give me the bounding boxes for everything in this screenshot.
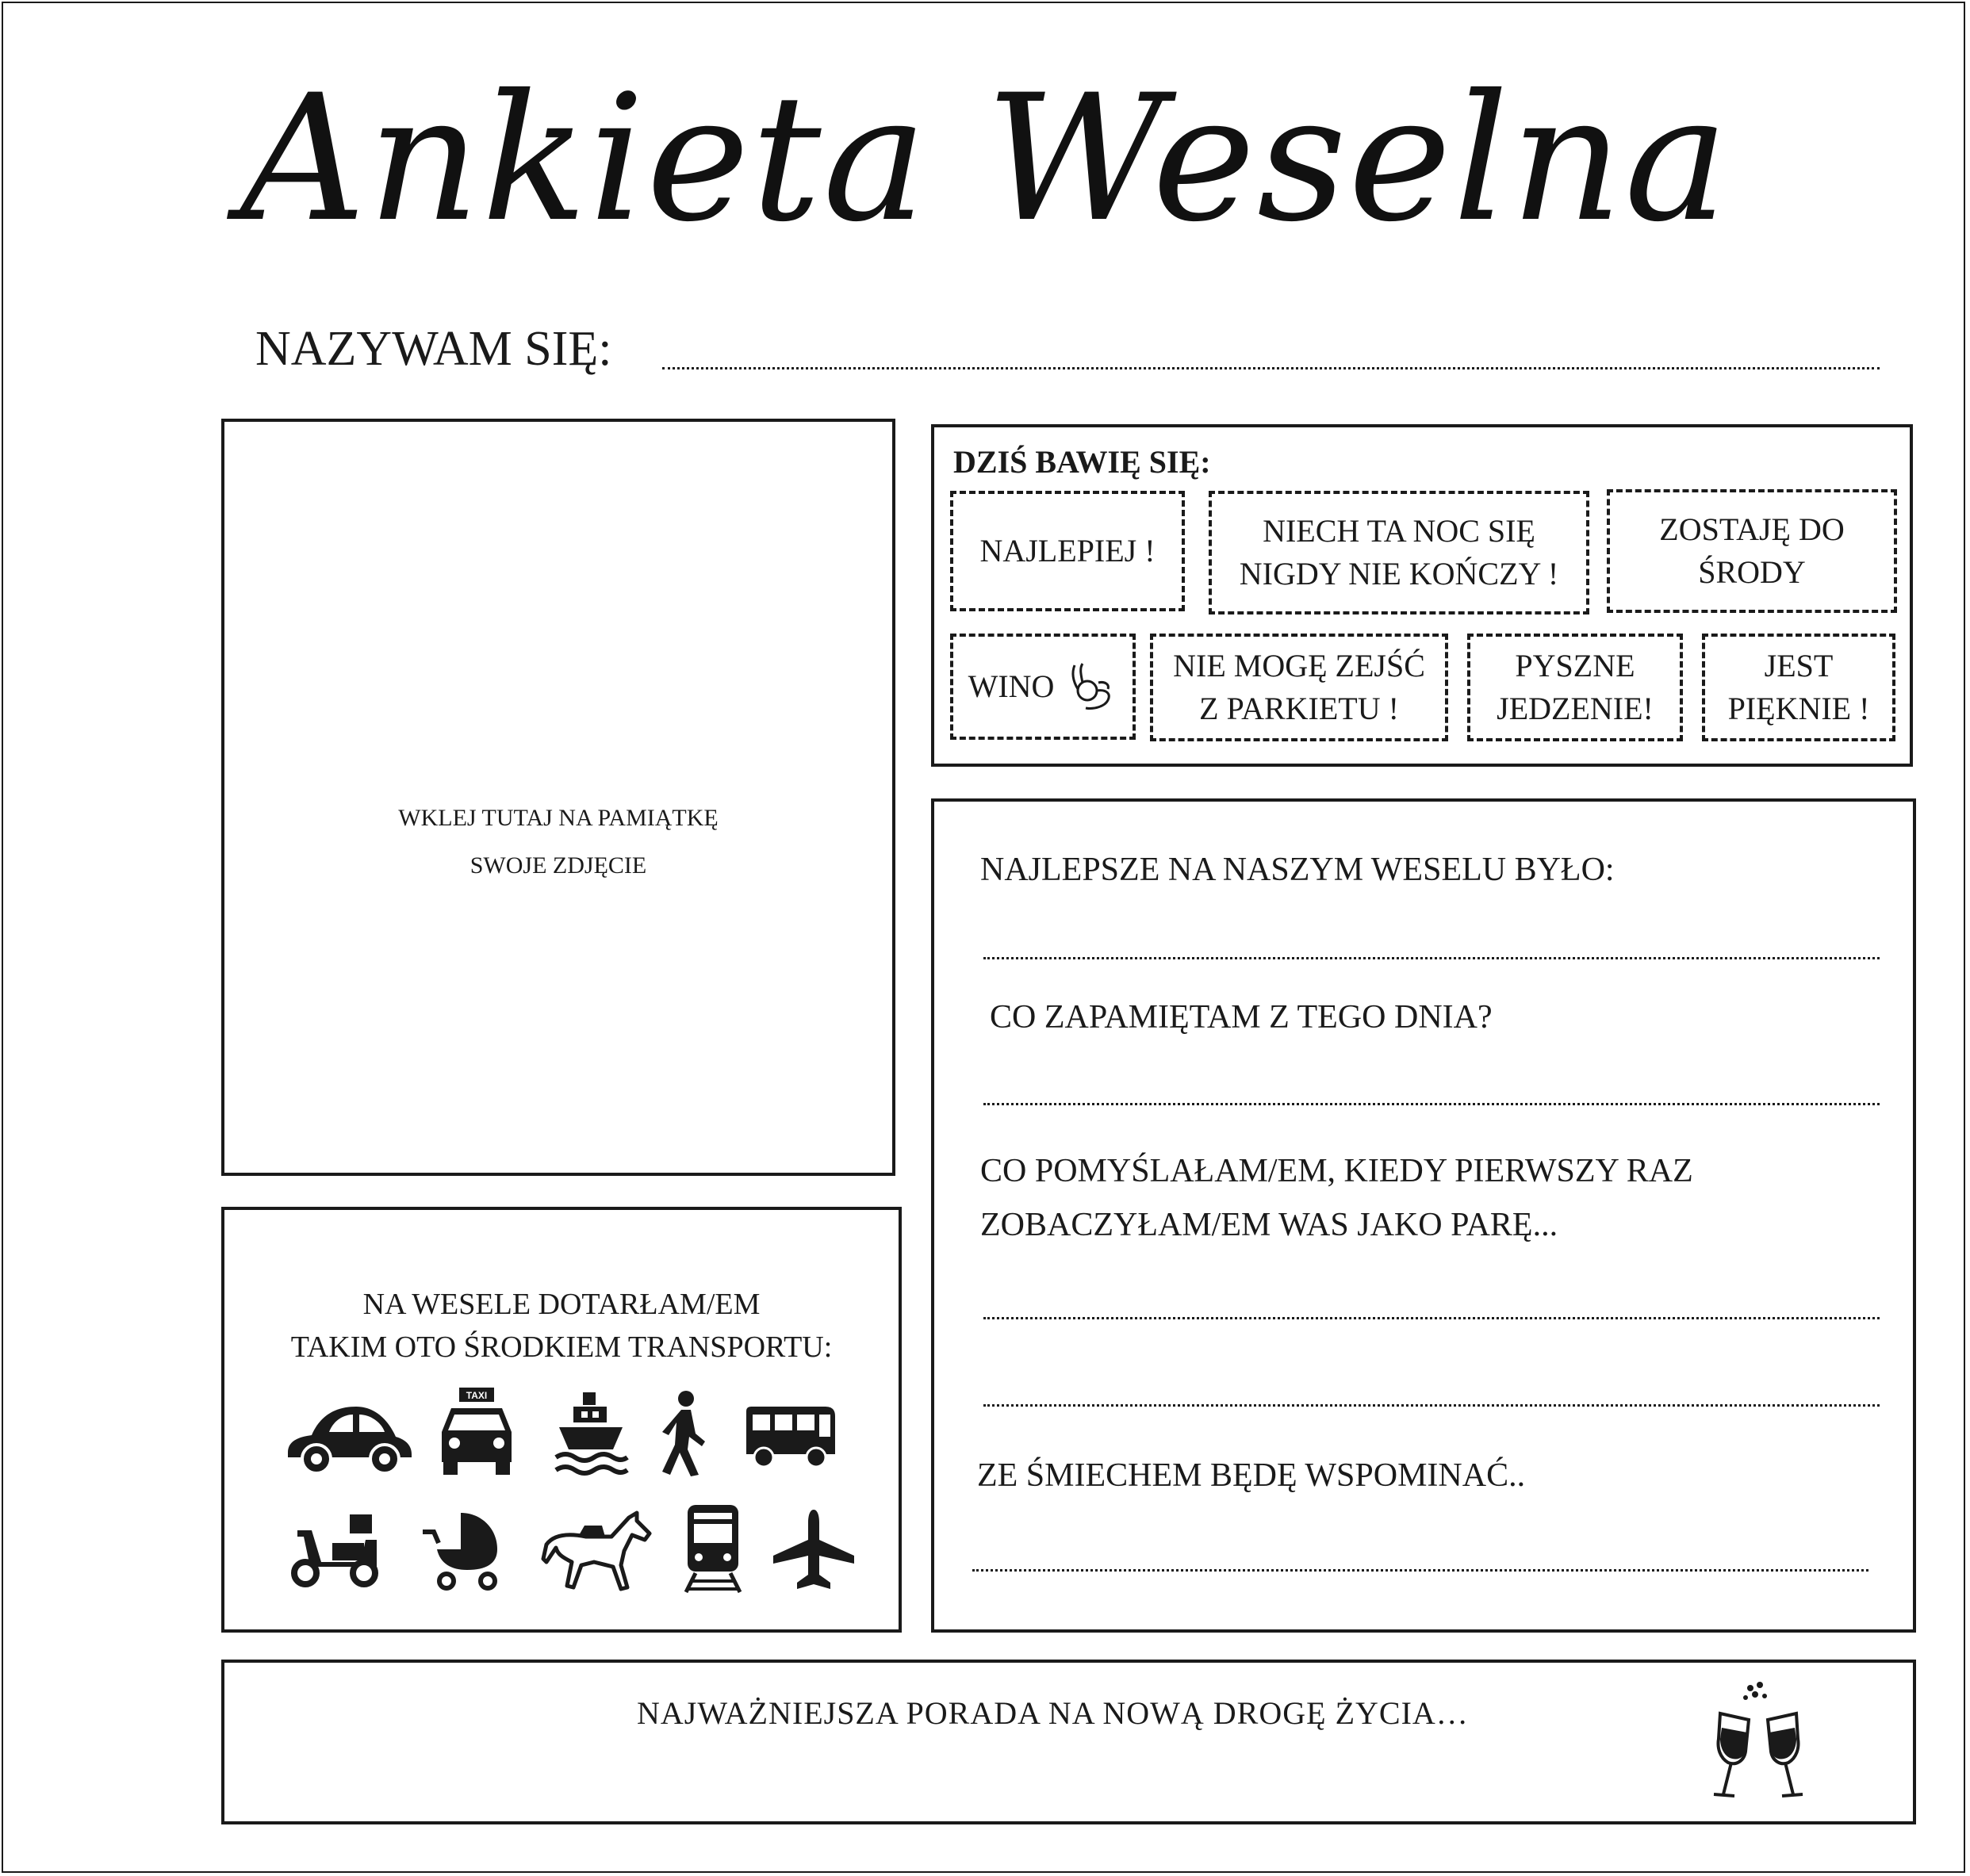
mood-option-wino[interactable] [950,634,1136,740]
taxi-icon[interactable] [431,1386,523,1478]
questions-section [931,798,1916,1633]
question-first-thought-cont: ZOBACZYŁAM/EM WAS JAKO PARĘ... [980,1207,1558,1243]
horse-icon[interactable] [538,1510,654,1592]
question-remember: CO ZAPAMIĘTAM Z TEGO DNIA? [990,999,1493,1036]
option-label: NIECH TA NOC SIĘ [1263,513,1535,549]
answer-line-laugh[interactable] [972,1569,1868,1572]
question-laugh: ZE ŚMIECHEM BĘDĘ WSPOMINAĆ.. [977,1457,1526,1494]
photo-instructions [224,794,892,890]
ok-hand-icon [1062,659,1117,714]
option-label: PIĘKNIE ! [1727,691,1870,726]
mood-option-niech-ta-noc[interactable] [1209,491,1589,614]
mood-option-nie-moge-zejsc[interactable] [1150,634,1448,741]
transport-question [224,1283,899,1369]
champagne-glasses-icon [1703,1679,1814,1813]
answer-line-remember[interactable] [983,1103,1880,1105]
option-label: JEDZENIE! [1497,691,1654,726]
mood-title: DZIŚ BAWIĘ SIĘ: [953,444,1211,480]
mood-option-najlepiej[interactable] [950,491,1185,611]
name-field[interactable] [662,367,1880,369]
taxi-sign-label: TAXI [466,1390,488,1401]
name-label: NAZYWAM SIĘ: [255,322,612,376]
option-label: NIGDY NIE KOŃCZY ! [1239,556,1559,592]
option-label: NIE MOGĘ ZEJŚĆ [1173,648,1425,683]
option-label: ZOSTAJĘ DO [1659,511,1845,547]
advice-section[interactable] [221,1660,1916,1824]
bus-icon[interactable] [743,1403,838,1470]
transport-question-line: TAKIM OTO ŚRODKIEM TRANSPORTU: [290,1330,833,1364]
advice-prompt: NAJWAŻNIEJSZA PORADA NA NOWĄ DROGĘ ŻYCIA… [637,1695,1469,1731]
photo-instruction-line: SWOJE ZDJĘCIE [470,852,647,879]
mood-option-jest-pieknie[interactable] [1702,634,1895,741]
option-label: PYSZNE [1515,648,1635,683]
answer-line-first-thought-2[interactable] [983,1404,1880,1407]
photo-instruction-line: WKLEJ TUTAJ NA PAMIĄTKĘ [398,805,719,831]
car-icon[interactable] [283,1400,415,1476]
option-label: WINO [968,668,1055,704]
train-icon[interactable] [683,1502,743,1594]
option-label: NAJLEPIEJ ! [979,533,1156,569]
answer-line-first-thought[interactable] [983,1317,1880,1319]
question-first-thought: CO POMYŚLAŁAM/EM, KIEDY PIERWSZY RAZ [980,1153,1693,1189]
answer-line-best[interactable] [983,957,1880,959]
photo-area[interactable] [221,419,895,1176]
stroller-icon[interactable] [420,1508,502,1591]
ship-icon[interactable] [553,1389,629,1478]
page-title: Ankieta Weselna [240,57,1730,260]
transport-question-line: NA WESELE DOTARŁAM/EM [362,1288,761,1321]
walking-person-icon[interactable] [654,1389,710,1478]
airplane-icon[interactable] [770,1507,857,1594]
mood-section [931,424,1913,767]
mood-option-pyszne-jedzenie[interactable] [1467,634,1683,741]
option-label: ŚRODY [1698,554,1806,590]
question-best: NAJLEPSZE NA NASZYM WESELU BYŁO: [980,852,1615,888]
scooter-icon[interactable] [289,1511,381,1587]
option-label: Z PARKIETU ! [1199,691,1399,726]
option-label: JEST [1764,648,1834,683]
mood-option-zostaje-do-srody[interactable] [1607,489,1897,613]
transport-section [221,1207,902,1633]
